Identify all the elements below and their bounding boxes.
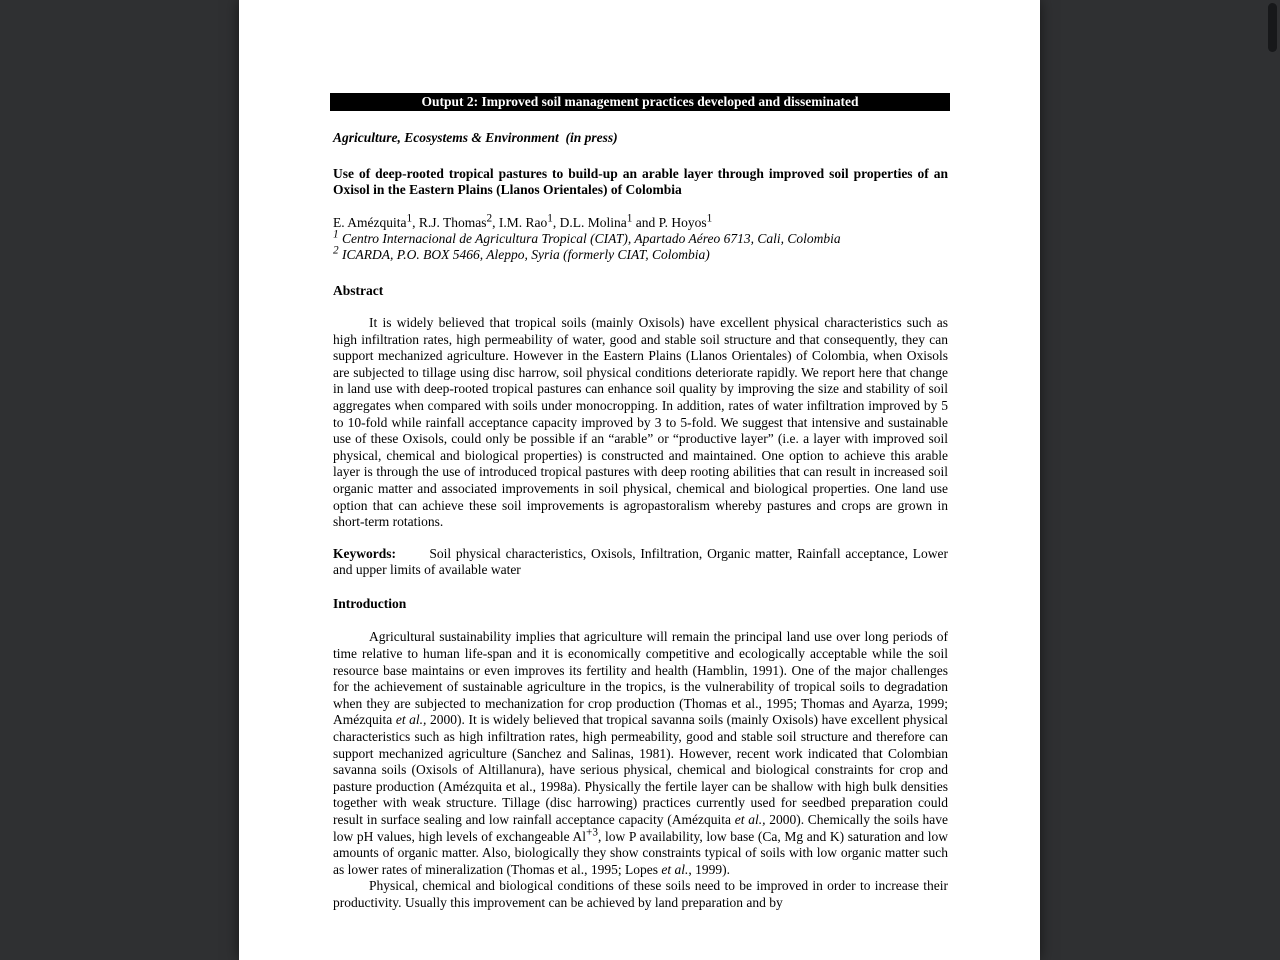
affiliation-1: $^1$ Centro Internacional de Agricultura Tropical (CIAT), Apartado Aéreo 6713, Cali, Colombia [333, 228, 841, 246]
introduction-paragraph-2: Physical, chemical and biological conditions of these soils need to be improved in order to increase their productivity. Usually this improvement can be achieved by land preparation and by [333, 878, 948, 910]
abstract-heading: Abstract [333, 283, 384, 299]
vertical-scrollbar-thumb[interactable] [1268, 3, 1277, 52]
document-page [239, 0, 1040, 960]
introduction-heading: Introduction [333, 595, 407, 611]
affiliation-2: $^2$ ICARDA, P.O. BOX 5466, Aleppo, Syria (formerly CIAT, Colombia) [333, 244, 710, 263]
authors-line: E. Amézquita$^1$, R.J. Thomas$^2$, I.M. Rao$^1$, D.L. Molina$^1$ and P. Hoyos$^1$ [333, 212, 713, 230]
journal-line: Agriculture, Ecosystems & Environment (in press) [333, 130, 618, 145]
introduction-paragraph-1: Agricultural sustainability implies that agriculture will remain the principal land use over long periods of time relative to human life-span and it is economically competitive and ecologically acceptable while the soil resource base maintains or even improves its fertility and health (Hamblin, 1991). One of the major challenges for the achievement of sustainable agriculture in the tropics, is the vulnerability of tropical soils to degradation when they are subjected to mechanization for crop production (Thomas et al., 1995; Thomas and Ayarza, 1999; Amézquita et al., 2000). It is widely believed that tropical savanna soils (mainly Oxisols) have excellent physical characteristics such as high infiltration rates, high permeability, good and stable soil structure and therefore can support mechanized agriculture (Sanchez and Salinas, 1981). However, recent work indicated that Colombian savanna soils (Oxisols of Altillanura), have serious physical, chemical and biological constraints for crop and pasture production (Amézquita et al., 1998a). Physically the fertile layer can be shallow with high bulk densities together with weak structure. Tillage (disc harrowing) practices currently used for seedbed preparation could result in surface sealing and low rainfall acceptance capacity (Amézquita et al., 2000). Chemically the soils have low pH values, high levels of exchangeable $Al^{+3}$, low P availability, low base (Ca, Mg and K) saturation and low amounts of organic matter. Also, biologically they show constraints typical of soils with low organic matter such as lower rates of mineralization (Thomas et al., 1995; Lopes et al., 1999). [333, 629, 948, 877]
paper-title: Use of deep-rooted tropical pastures to build-up an arable layer through improved soil properties of an Oxisol in the Eastern Plains (Llanos Orientales) of Colombia [333, 165, 948, 198]
authors-block [333, 212, 948, 264]
abstract-paragraph: It is widely believed that tropical soils (mainly Oxisols) have excellent physical characteristics such as high infiltration rates, high permeability of water, good and stable soil structure and that consequently, they can support mechanized agriculture. However in the Eastern Plains (Llanos Orientales) of Colombia, when Oxisols are subjected to tillage using disc harrow, soil physical conditions deteriorate rapidly. We report here that change in land use with deep-rooted tropical pastures can enhance soil quality by improving the size and stability of soil aggregates when compared with soils under monocropping. In addition, rates of water infiltration improved by 5 to 10-fold while rainfall acceptance capacity improved by 3 to 5-fold. We suggest that intensive and sustainable use of these Oxisols, could only be possible if an “arable” or “productive layer” (i.e. a layer with improved soil physical, chemical and biological properties) is constructed and maintained. One option to achieve this arable layer is through the use of introduced tropical pastures with deep rooting abilities that can result in increased soil organic matter and associated improvements in soil physical, chemical and biological properties. One land use option that can achieve these soil improvements is agropastoralism whereby pastures and crops are grown in short-term rotations. [333, 314, 948, 530]
keywords-paragraph: Keywords: Soil physical characteristics, Oxisols, Infiltration, Organic matter, Rainfall acceptance, Lower and upper limits of available water [333, 545, 948, 578]
output-banner: Output 2: Improved soil management practices developed and disseminated [330, 93, 950, 111]
